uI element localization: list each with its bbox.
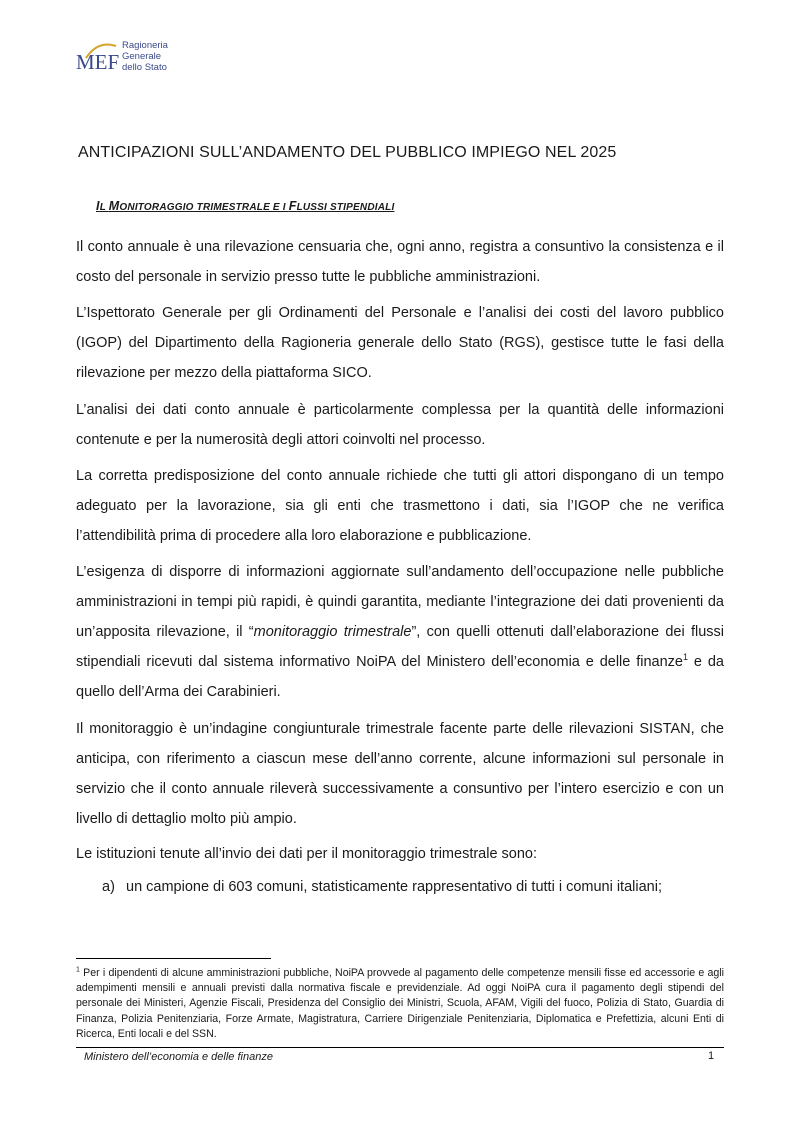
page-number: 1: [708, 1050, 715, 1062]
list-marker: a): [102, 879, 115, 895]
footnote-number: 1: [76, 966, 80, 974]
footnote: $^1$ Per i dipendenti di alcune amministrazioni pubbliche, NoiPA provvede al pagamento delle competenze mensili fisse ed accessorie e agli adempimenti mensili e annuali previsti dalla normativa fiscale e previdenziale. Ad oggi NoiPA cura il pagamento degli stipendi del personale dei Ministeri, Agenzie Fiscali, Presidenza del Consiglio dei Ministri, Scuola, AFAM, Vigili del fuoco, Polizia di Stato, Guardia di Finanza, Polizia Penitenziaria, Forze Armate, Magistratura, Carriere Dirigenziale Penitenziaria, Diplomatica e Prefettizia, alcuni Enti di Ricerca, Enti locali e del SSN.: [76, 966, 724, 1040]
footnote-separator: [76, 958, 271, 959]
paragraph: L’esigenza di disporre di informazioni aggiornate sull’andamento dell’occupazione nelle pubbliche amministrazioni in tempi più rapidi, è quindi garantita, mediante l’integrazione dei dati provenienti da un’apposita rilevazione, il “monitoraggio trimestrale”, con quelli ottenuti dall’elaborazione dei flussi stipendiali ricevuti dal sistema informativo NoiPA del Ministero dell’economia e delle finanze$^1$ e da quello dell’Arma dei Carabinieri.: [76, 564, 724, 700]
paragraph: L’analisi dei dati conto annuale è particolarmente complessa per la quantità delle informazioni contenute e per la numerosità degli attori coinvolti nel processo.: [76, 402, 724, 448]
footer-text: Ministero dell’economia e delle finanze: [84, 1051, 273, 1063]
list-item: [102, 879, 662, 895]
org-name: [122, 40, 168, 73]
list-text: un campione di 603 comuni, statisticamente rappresentativo di tutti i comuni italiani;: [126, 879, 662, 895]
org-line: Ragioneria: [122, 40, 168, 51]
org-line: Generale: [122, 51, 162, 62]
paragraph: Il monitoraggio è un’indagine congiunturale trimestrale facente parte delle rilevazioni SISTAN, che anticipa, con riferimento a ciascun mese dell’anno corrente, alcune informazioni sul personale in servizio che il conto annuale rileverà successivamente a consuntivo per l’intero esercizio e con un livello di dettaglio molto più ampio.: [76, 721, 724, 827]
paragraph: Le istituzioni tenute all’invio dei dati per il monitoraggio trimestrale sono:: [76, 846, 538, 862]
logo-mark: MEF: [76, 50, 120, 74]
org-line: dello Stato: [122, 62, 167, 73]
footer-divider: [76, 1047, 724, 1048]
paragraph: Il conto annuale è una rilevazione censuaria che, ogni anno, registra a consuntivo la consistenza e il costo del personale in servizio presso tutte le pubbliche amministrazioni.: [76, 239, 724, 285]
paragraph: La corretta predisposizione del conto annuale richiede che tutti gli attori dispongano di un tempo adeguato per la lavorazione, sia gli enti che trasmettono i dati, sia l’IGOP che ne verifica l’attendibilità prima di procedere alla loro elaborazione e pubblicazione.: [76, 468, 724, 544]
paragraph: L’Ispettorato Generale per gli Ordinamenti del Personale e l’analisi dei costi del lavoro pubblico (IGOP) del Dipartimento della Ragioneria generale dello Stato (RGS), gestisce tutte le fasi della rilevazione per mezzo della piattaforma SICO.: [76, 305, 724, 381]
footnote-ref: 1: [683, 652, 689, 663]
section-heading: IL MONITORAGGIO TRIMESTRALE E I FLUSSI STIPENDIALI: [96, 199, 395, 213]
document-title: ANTICIPAZIONI SULL’ANDAMENTO DEL PUBBLICO IMPIEGO NEL 2025: [78, 144, 617, 161]
